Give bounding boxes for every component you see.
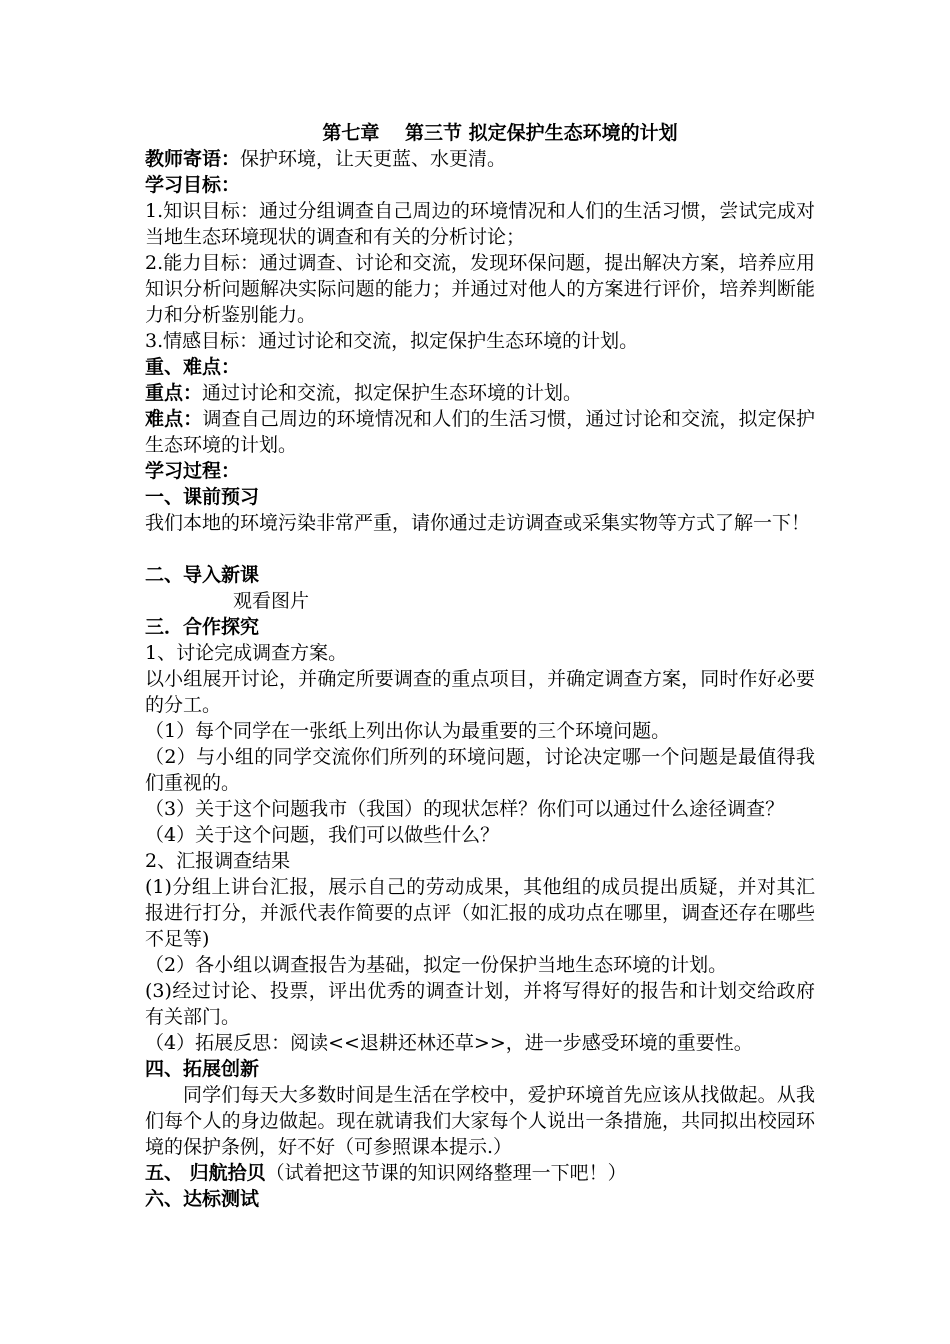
goal-item: 1.知识目标：通过分组调查自己周边的环境情况和人们的生活习惯，尝试完成对当地生态环境现状的调查和有关的分析讨论； xyxy=(145,200,815,248)
key-points-heading: 重、难点： xyxy=(145,356,241,378)
teacher-message xyxy=(145,146,815,172)
difficult-point xyxy=(145,406,815,458)
section-heading: 四、拓展创新 xyxy=(145,1058,260,1080)
page-title: 第七章 第三节 拟定保护生态环境的计划 xyxy=(322,122,678,144)
task-item: （1）每个同学在一张纸上列出你认为最重要的三个环境问题。 xyxy=(145,720,671,742)
task-item: (1)分组上讲台汇报，展示自己的劳动成果，其他组的成员提出质疑，并对其汇报进行打分，并派代表作简要的点评（如汇报的成功点在哪里，调查还存在哪些不足等) xyxy=(145,876,815,950)
teacher-message-label: 教师寄语： xyxy=(145,148,241,170)
task-item: （2）各小组以调查报告为基础，拟定一份保护当地生态环境的计划。 xyxy=(145,954,728,976)
section-text: 观看图片 xyxy=(233,590,310,612)
goal-item: 3.情感目标：通过讨论和交流，拟定保护生态环境的计划。 xyxy=(145,330,639,352)
task-item: (3)经过讨论、投票，评出优秀的调查计划，并将写得好的报告和计划交给政府有关部门。 xyxy=(145,980,815,1028)
section-heading: 五、 归航拾贝 xyxy=(145,1162,266,1184)
task-description: 以小组展开讨论，并确定所要调查的重点项目，并确定调查方案，同时作好必要的分工。 xyxy=(145,668,815,716)
task-item: （4）关于这个问题，我们可以做些什么？ xyxy=(145,824,500,846)
section-note: （试着把这节课的知识网络整理一下吧！） xyxy=(265,1162,627,1184)
key-point-label: 重点： xyxy=(145,382,203,404)
difficult-point-text: 调查自己周边的环境情况和人们的生活习惯，通过讨论和交流，拟定保护生态环境的计划。 xyxy=(145,408,815,456)
key-point-text: 通过讨论和交流，拟定保护生态环境的计划。 xyxy=(202,382,583,404)
spacer xyxy=(145,536,815,562)
document-page xyxy=(145,120,815,1212)
section-five xyxy=(145,1160,815,1186)
task-item: （3）关于这个问题我市（我国）的现状怎样？你们可以通过什么途径调查？ xyxy=(145,798,785,820)
process-heading: 学习过程： xyxy=(145,460,241,482)
section-text: 同学们每天大多数时间是生活在学校中，爱护环境首先应该从找做起。从我们每个人的身边做起。现在就请我们大家每个人说出一条措施，共同拟出校园环境的保护条例，好不好（可参照课本提示.） xyxy=(145,1084,815,1158)
section-heading: 二、导入新课 xyxy=(145,564,260,586)
section-heading: 一、课前预习 xyxy=(145,486,260,508)
task-title: 1、讨论完成调查方案。 xyxy=(145,642,348,664)
task-item: （2）与小组的同学交流你们所列的环境问题，讨论决定哪一个问题是最值得我们重视的。 xyxy=(145,746,815,794)
task-title: 2、汇报调查结果 xyxy=(145,850,291,872)
goal-item: 2.能力目标：通过调查、讨论和交流，发现环保问题，提出解决方案，培养应用知识分析问题解决实际问题的能力；并通过对他人的方案进行评价，培养判断能力和分析鉴别能力。 xyxy=(145,252,815,326)
key-point xyxy=(145,380,815,406)
difficult-point-label: 难点： xyxy=(145,408,203,430)
goals-heading: 学习目标： xyxy=(145,174,241,196)
section-heading: 六、达标测试 xyxy=(145,1188,260,1210)
section-text: 我们本地的环境污染非常严重，请你通过走访调查或采集实物等方式了解一下！ xyxy=(145,512,811,534)
task-item: （4）拓展反思：阅读<<退耕还林还草>>，进一步感受环境的重要性。 xyxy=(145,1032,753,1054)
section-heading: 三．合作探究 xyxy=(145,616,260,638)
teacher-message-text: 保护环境，让天更蓝、水更清。 xyxy=(240,148,507,170)
